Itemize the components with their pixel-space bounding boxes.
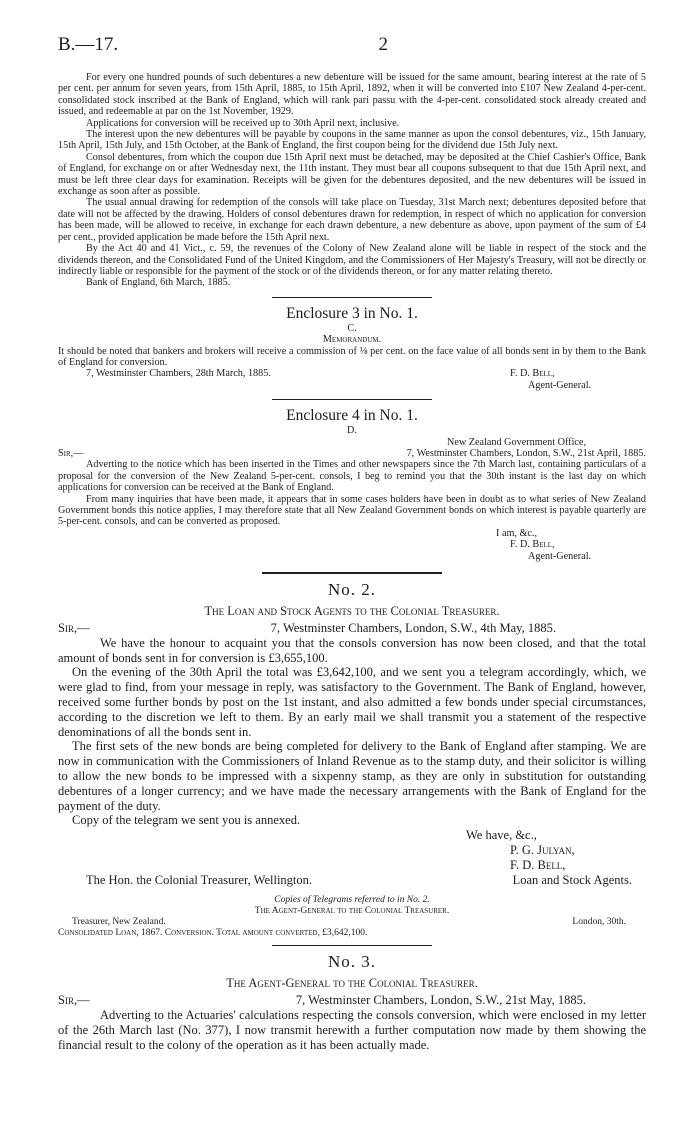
letter-office: New Zealand Government Office,	[447, 436, 586, 448]
notice-paragraph: For every one hundred pounds of such debentures a new debenture will be issued for the same amount, bearing interest at the rate of 5 per cent. per annum for seven years, from 15th April, 1885, to 15th April, 1892, when it will be converted into £107 New Zealand 4-per-cent. consolidated stock inscribed at the Bank of England, which will rank pari passu with the 4-per-cent. consolidated stock already created and issued, and redeemable at par on the 1st November, 1929.	[58, 72, 646, 118]
enclosure-letter: D.	[347, 425, 357, 437]
telegram-body: Consolidated Loan, 1867. Conversion. Total amount converted, £3,642,100.	[58, 928, 368, 939]
enclosure-title: Enclosure 4 in No. 1.	[286, 407, 418, 425]
letter-header	[58, 448, 646, 459]
memo-signatory-title: Agent-General.	[528, 379, 592, 391]
document-reference: B.—17.	[58, 34, 119, 55]
letter-paragraph: We have the honour to acquaint you that the consols conversion has now been closed, and that the total amount of bonds sent in for conversion is £3,655,100.	[58, 635, 646, 665]
telegram-place: London, 30th.	[572, 917, 626, 928]
telegram-caption: Copies of Telegrams referred to in No. 2.	[274, 895, 430, 906]
notice-paragraph: Consol debentures, from which the coupon due 15th April next must be detached, may be deposited at the Chief Cashier's Office, Bank of England, for exchange on or after Wednesday next, the 11th instant. They must bear all coupons subsequent to that due 15th April next, and must be left three clear days for examination. Receipts will be given for the debentures deposited, and the new debentures will be issued in exchange as soon after as possible.	[58, 151, 646, 198]
letter-salutation: Sir,—	[58, 993, 90, 1008]
enclosure-title: Enclosure 3 in No. 1.	[286, 304, 418, 322]
telegram-recipient: Treasurer, New Zealand.	[72, 917, 166, 928]
letter-addressee: The Hon. the Colonial Treasurer, Wellington.	[86, 872, 313, 887]
notice-paragraph: By the Act 40 and 41 Vict., c. 59, the revenues of the Colony of New Zealand alone will be liable in respect of the stock and the dividends thereon, and the Consolidated Fund of the United Kingdom, and the Commissioners of Her Majesty's Treasury, will not be directly or indirectly liable or responsible for the payment of the stock or of the dividends thereon, or for any matter relating thereto.	[58, 243, 646, 277]
memo-footer	[58, 368, 646, 391]
letter-salutation: Sir,—	[58, 621, 90, 636]
letter-salutation: Sir,—	[58, 447, 84, 459]
notice-signature: Bank of England, 6th March, 1885.	[86, 277, 231, 289]
letter-paragraph: From many inquiries that have been made, it appears that in some cases holders have been in doubt as to what series of New Zealand Government bonds this notice applies, I may therefore state that all New Zealand Government bonds on which interest is payable quarterly are 5-per-cent. consols, and can be converted as proposed.	[58, 493, 646, 528]
document-no-2	[58, 580, 646, 939]
letter-signatory: P. G. Julyan,	[510, 842, 575, 857]
letter-signatory-title: Loan and Stock Agents.	[512, 872, 632, 887]
document-title: The Agent-General to the Colonial Treasurer.	[226, 976, 478, 991]
section-divider	[272, 399, 432, 400]
document-title: The Loan and Stock Agents to the Colonial Treasurer.	[204, 604, 500, 619]
enclosure-letter: C.	[347, 322, 357, 334]
memo-signatory: F. D. Bell,	[510, 368, 555, 380]
memo-address: 7, Westminster Chambers, 28th March, 1885.	[86, 368, 271, 380]
memo-heading: Memorandum.	[322, 334, 382, 346]
letter-paragraph: The first sets of the new bonds are being completed for delivery to the Bank of England after stamping. We are now in communication with the Commissioners of Inland Revenue as to the stamp duty, and their solicitor is willing to allow the new bonds to be impressed with a sixpenny stamp, as they are only in substitution for outstanding debentures of a longer currency; and we have made the necessary arrangements with the Bank of England for the payment of the duty.	[58, 739, 646, 813]
letter-signatory-title: Agent-General.	[528, 550, 592, 562]
bank-notice	[58, 72, 646, 289]
section-divider	[262, 572, 442, 574]
letter-paragraph: Copy of the telegram we sent you is annexed.	[72, 813, 301, 828]
document-no-3	[58, 952, 646, 1052]
document-number: No. 2.	[327, 580, 377, 600]
letter-paragraph: Adverting to the notice which has been inserted in the Times and other newspapers since the 7th March last, containing particulars of a proposal for the conversion of the New Zealand 5-per-cent. consols, I beg to remind you that the 30th instant is the last day on which applications for conversion can be received at the Bank of England.	[58, 459, 646, 494]
document-number: No. 3.	[327, 952, 377, 972]
letter-address: 7, Westminster Chambers, London, S.W., 4th May, 1885.	[270, 621, 556, 636]
letter-address: 7, Westminster Chambers, London, S.W., 21st April, 1885.	[406, 447, 646, 459]
letter-close: I am, &c.,	[496, 527, 538, 539]
letter-address: 7, Westminster Chambers, London, S.W., 21st May, 1885.	[295, 993, 586, 1008]
enclosure-3	[58, 305, 646, 391]
notice-paragraph: The usual annual drawing for redemption of the consols will take place on Tuesday, 31st March next; debentures deposited before that date will not be affected by the drawing. Holders of consol debentures drawn for redemption, in respect of which no application for conversion has been made, will be allowed to receive, in exchange for each drawn debenture, a new debenture as above, upon payment of the sum of £4 per cent., provided application be made before the 15th April next.	[58, 197, 646, 243]
memo-body: It should be noted that bankers and brokers will receive a commission of ⅛ per cent. on the face value of all bonds sent in by them to the Bank of England for conversion.	[58, 345, 646, 368]
letter-signatory: F. D. Bell,	[510, 857, 566, 872]
letter-paragraph: Adverting to the Actuaries' calculations respecting the consols conversion, which were enclosed in my letter of the 26th March last (No. 377), I now transmit herewith a further computation now made by them showing the financial result to the colony of the operation as it has been actually made.	[58, 1008, 646, 1052]
notice-paragraph: Applications for conversion will be received up to 30th April next, inclusive.	[86, 117, 400, 129]
page-header	[58, 34, 646, 56]
letter-footer	[58, 873, 646, 888]
letter-paragraph: On the evening of the 30th April the total was £3,642,100, and we sent you a telegram accordingly, which, we were glad to find, from your message in reply, was satisfactory to the Government. The Bank of England, however, received some further bonds by post on the 1st instant, and also admitted a few bonds under special circumstances, according to the discretion we left to them. By an early mail we shall transmit you a statement of the respective denominations of all the bonds sent in.	[58, 665, 646, 739]
letter-signatory: F. D. Bell,	[510, 539, 555, 551]
letter-header	[58, 993, 646, 1008]
letter-header	[58, 621, 646, 636]
section-divider	[272, 945, 432, 946]
notice-paragraph: The interest upon the new debentures will be payable by coupons in the same manner as upon the consol debentures, viz., 15th January, 15th April, 15th July, and 15th October, at the Bank of England, the first coupon being for the dividend due 15th July next.	[58, 129, 646, 152]
enclosure-4	[58, 407, 646, 562]
letter-close: We have, &c.,	[466, 828, 537, 843]
telegram-title: The Agent-General to the Colonial Treasurer.	[254, 906, 450, 917]
page-number: 2	[378, 34, 388, 55]
telegram-header	[58, 917, 646, 928]
section-divider	[272, 297, 432, 298]
